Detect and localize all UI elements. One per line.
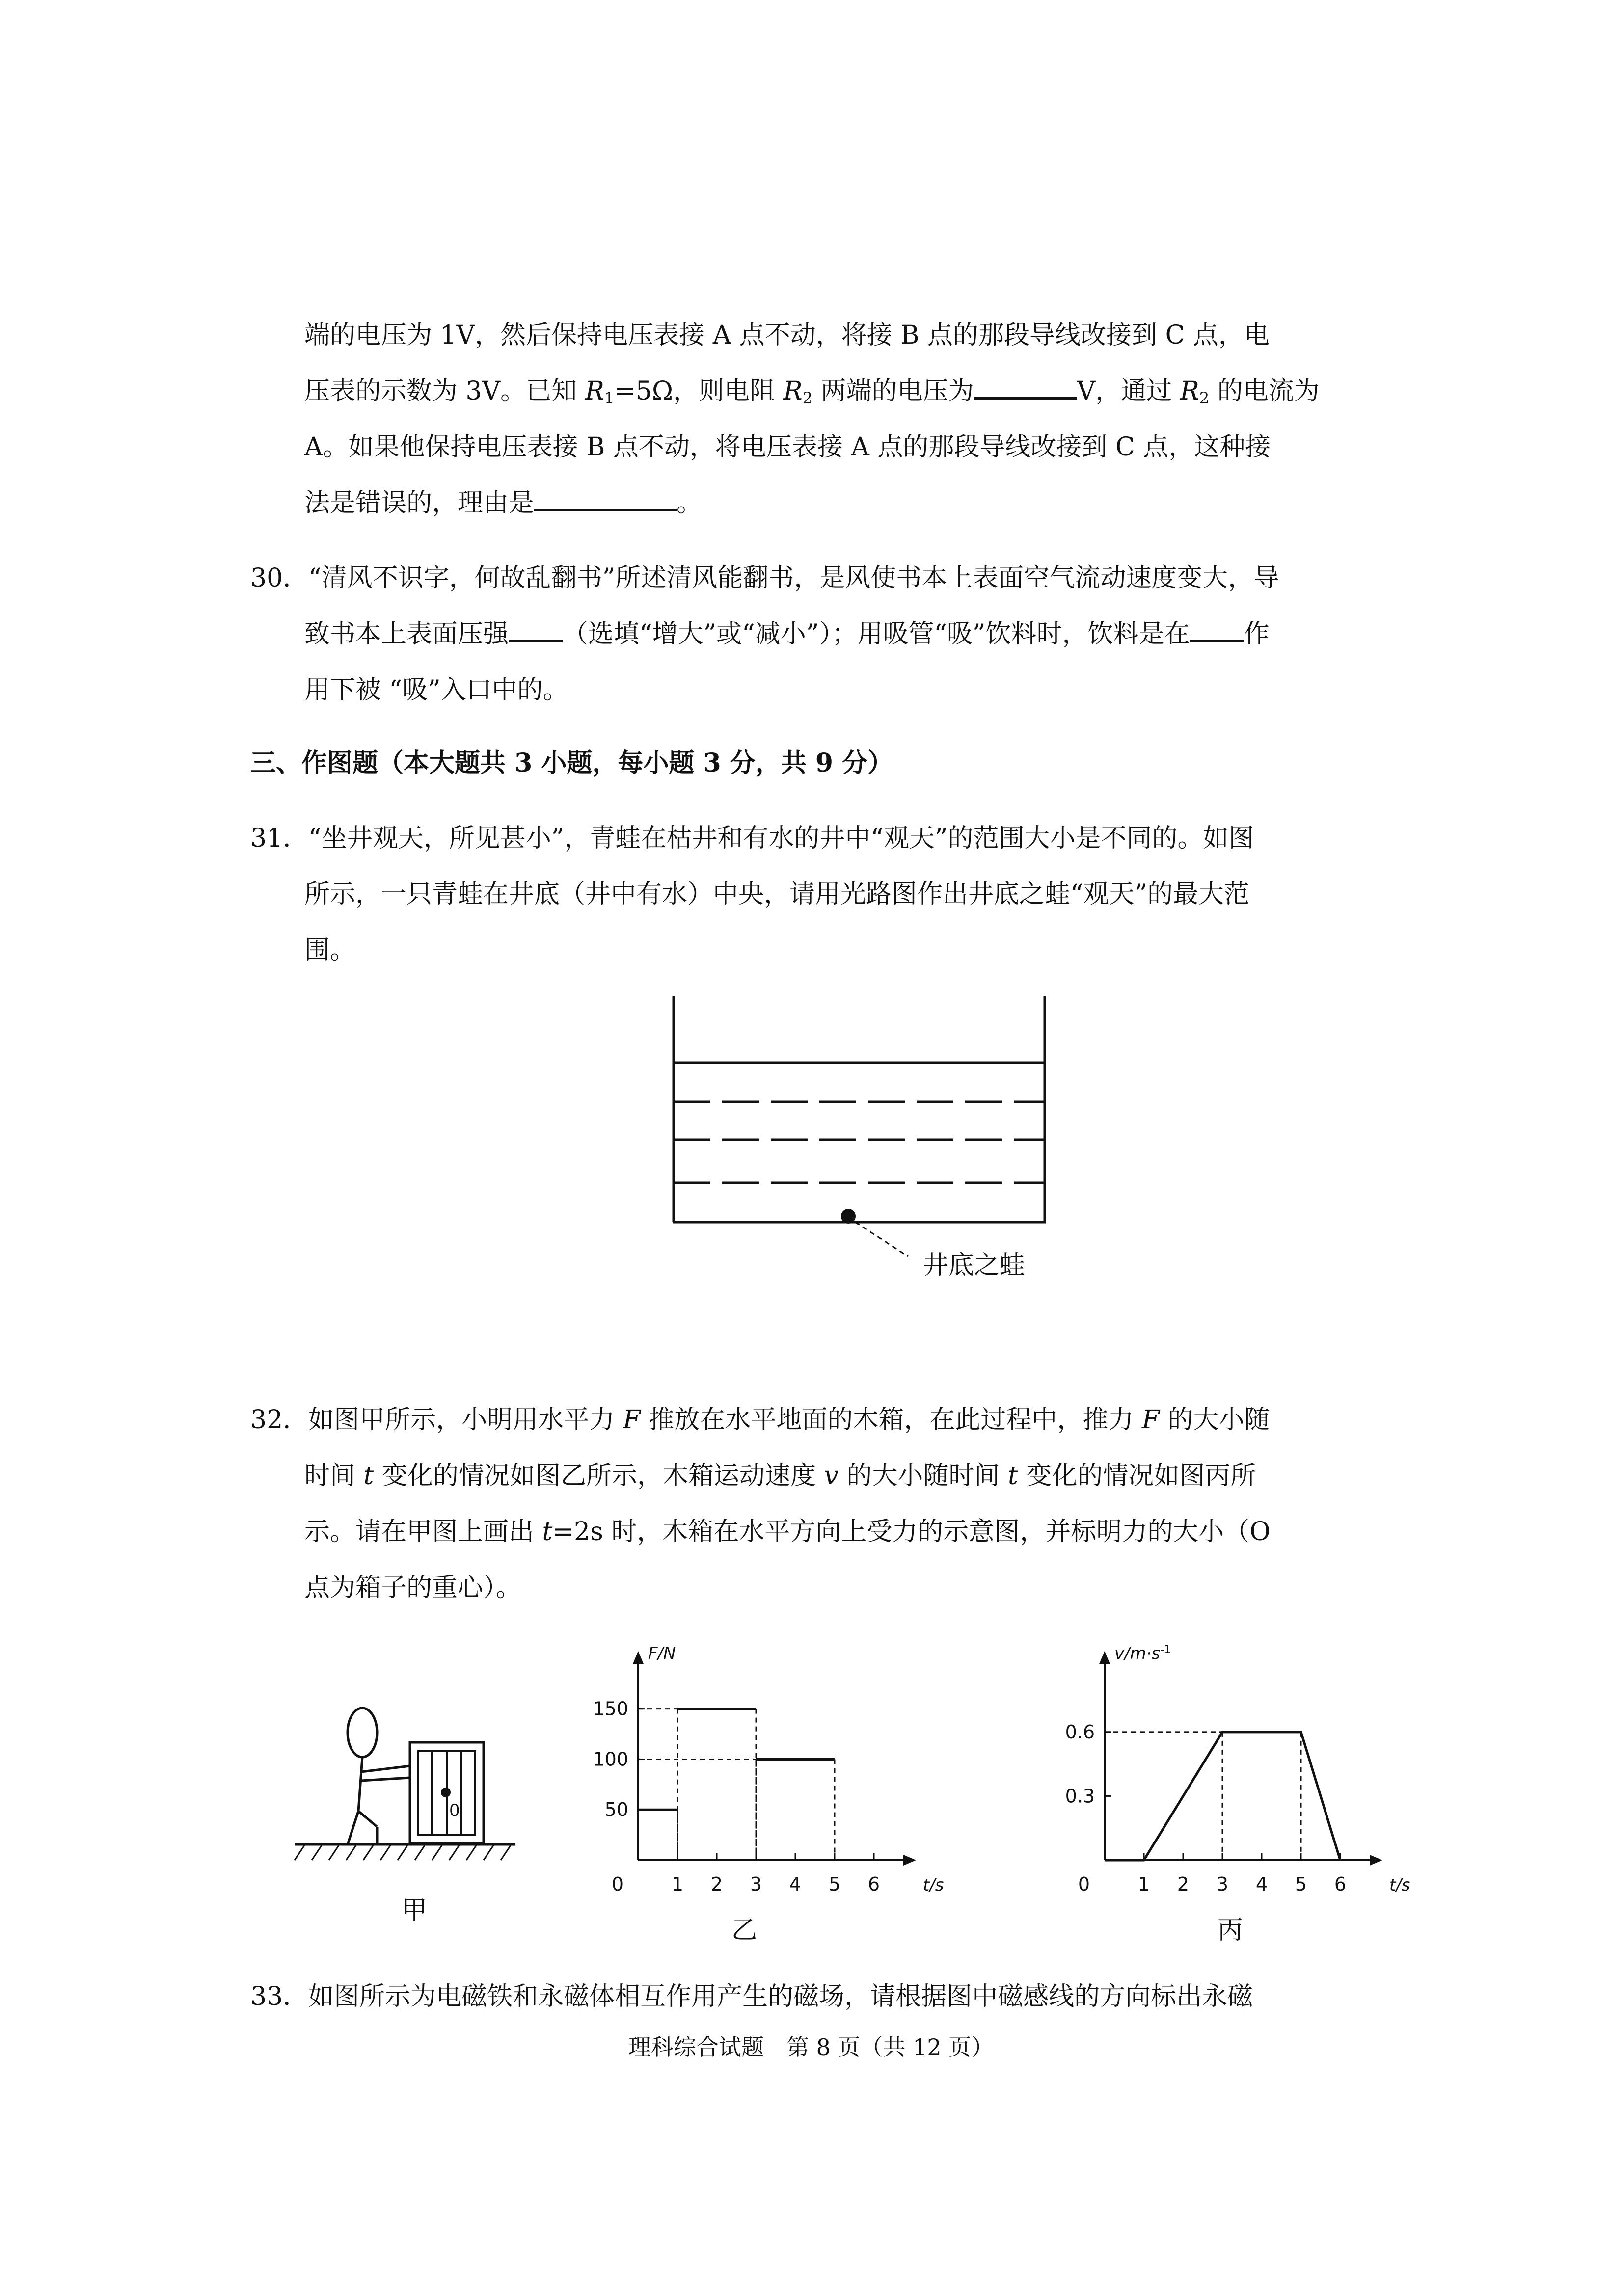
q30-line-2: 致书本上表面压强 （选填“增大”或“减小”）；用吸管“吸”饮料时，饮料是在 作 bbox=[304, 613, 1270, 650]
figure-label-jia: 甲 bbox=[402, 1896, 428, 1925]
q33-line-1: 33．如图所示为电磁铁和永磁体相互作用产生的磁场，请根据图中磁感线的方向标出永磁 bbox=[250, 1982, 1253, 2011]
q32-line-4: 点为箱子的重心）。 bbox=[304, 1573, 522, 1602]
q29-line-1: 端的电压为 1V，然后保持电压表接 A 点不动，将接 B 点的那段导线改接到 C 点，电 bbox=[304, 320, 1270, 350]
x-tick-label: 5 bbox=[828, 1873, 841, 1895]
q29-line-4: 法是错误的，理由是 。 bbox=[304, 482, 702, 519]
x-axis-label: t/s bbox=[923, 1875, 944, 1895]
q32-line-3: 示。请在甲图上画出 t=2s 时，木箱在水平方向上受力的示意图，并标明力的大小（O bbox=[304, 1517, 1271, 1547]
y-tick-label: 150 bbox=[593, 1698, 628, 1720]
x-tick-label: 1 bbox=[1137, 1873, 1150, 1895]
x-axis-arrow bbox=[903, 1855, 916, 1866]
q31-line-1: 31．“坐井观天，所见甚小”，青蛙在枯井和有水的井中“观天”的范围大小是不同的。如图 bbox=[250, 824, 1254, 853]
y-axis-arrow bbox=[633, 1651, 644, 1664]
x-tick-label: 2 bbox=[1177, 1873, 1190, 1895]
y-axis-label: F/N bbox=[648, 1644, 676, 1663]
x-tick-label: 3 bbox=[750, 1873, 762, 1895]
q32-line-1: 32．如图甲所示，小明用水平力 F 推放在水平地面的木箱，在此过程中，推力 F 的大小随 bbox=[250, 1405, 1270, 1435]
answer-blank[interactable] bbox=[534, 484, 677, 511]
x-tick-label: 1 bbox=[671, 1873, 684, 1895]
figure-jia bbox=[290, 1698, 545, 1895]
answer-blank[interactable] bbox=[974, 373, 1077, 400]
frog-dot bbox=[841, 1209, 856, 1224]
person-body bbox=[358, 1757, 362, 1811]
crate-center-dot bbox=[441, 1788, 451, 1797]
y-tick-label: 0.3 bbox=[1065, 1785, 1095, 1807]
q29-line-2: 压表的示数为 3V。已知 $R_1=5\Omega$，则电阻 $R_2$ 两端的电压为 V，通过 $R_2$ 的电流为 bbox=[304, 370, 1320, 407]
person-leg bbox=[348, 1811, 358, 1844]
q31-line-2: 所示，一只青蛙在井底（井中有水）中央，请用光路图作出井底之蛙“观天”的最大范 bbox=[304, 880, 1250, 909]
chart-yi bbox=[579, 1629, 962, 1904]
y-tick-label: 50 bbox=[604, 1799, 628, 1821]
person-arm bbox=[361, 1766, 410, 1772]
y-axis-arrow bbox=[1099, 1651, 1110, 1664]
origin-label: 0 bbox=[611, 1873, 623, 1895]
q29-line-3: A。如果他保持电压表接 B 点不动，将电压表接 A 点的那段导线改接到 C 点，这种接 bbox=[304, 432, 1271, 462]
x-tick-label: 3 bbox=[1216, 1873, 1229, 1895]
figure-label-bing: 丙 bbox=[1218, 1916, 1244, 1945]
x-tick-label: 6 bbox=[1334, 1873, 1347, 1895]
frog-leader bbox=[855, 1222, 908, 1256]
answer-blank[interactable] bbox=[509, 615, 563, 642]
q32-line-2: 时间 t 变化的情况如图乙所示，木箱运动速度 v 的大小随时间 t 变化的情况如图丙所 bbox=[304, 1461, 1256, 1491]
x-axis-label: t/s bbox=[1389, 1875, 1410, 1895]
y-axis-label: $v/m\cdot s^{-1}$ bbox=[1114, 1643, 1171, 1663]
x-tick-label: 4 bbox=[789, 1873, 802, 1895]
x-tick-label: 4 bbox=[1255, 1873, 1268, 1895]
y-tick-label: 0.6 bbox=[1065, 1721, 1095, 1743]
person-leg bbox=[358, 1811, 377, 1827]
y-tick-label: 100 bbox=[593, 1748, 628, 1770]
crate-center-label: 0 bbox=[449, 1801, 460, 1820]
figure-label-yi: 乙 bbox=[731, 1916, 758, 1945]
ground-hatching bbox=[295, 1845, 511, 1860]
chart-bing bbox=[1046, 1629, 1429, 1904]
q31-line-3: 围。 bbox=[304, 935, 356, 965]
page-footer: 理科综合试题 第 8 页（共 12 页） bbox=[628, 2034, 994, 2060]
x-tick-label: 2 bbox=[710, 1873, 723, 1895]
q30-line-3: 用下被 “吸”入口中的。 bbox=[304, 675, 568, 705]
person-arm bbox=[361, 1778, 410, 1781]
frog-label: 井底之蛙 bbox=[923, 1251, 1026, 1280]
origin-label: 0 bbox=[1078, 1873, 1090, 1895]
x-tick-label: 5 bbox=[1295, 1873, 1307, 1895]
person-head bbox=[348, 1708, 377, 1757]
section-heading: 三、作图题（本大题共 3 小题，每小题 3 分，共 9 分） bbox=[250, 748, 893, 778]
q30-line-1: 30．“清风不识字，何故乱翻书”所述清风能翻书，是风使书本上表面空气流动速度变大，导 bbox=[250, 563, 1279, 593]
answer-blank[interactable] bbox=[1190, 615, 1244, 642]
x-axis-arrow bbox=[1370, 1855, 1382, 1866]
well-diagram bbox=[663, 991, 1105, 1296]
x-tick-label: 6 bbox=[867, 1873, 880, 1895]
